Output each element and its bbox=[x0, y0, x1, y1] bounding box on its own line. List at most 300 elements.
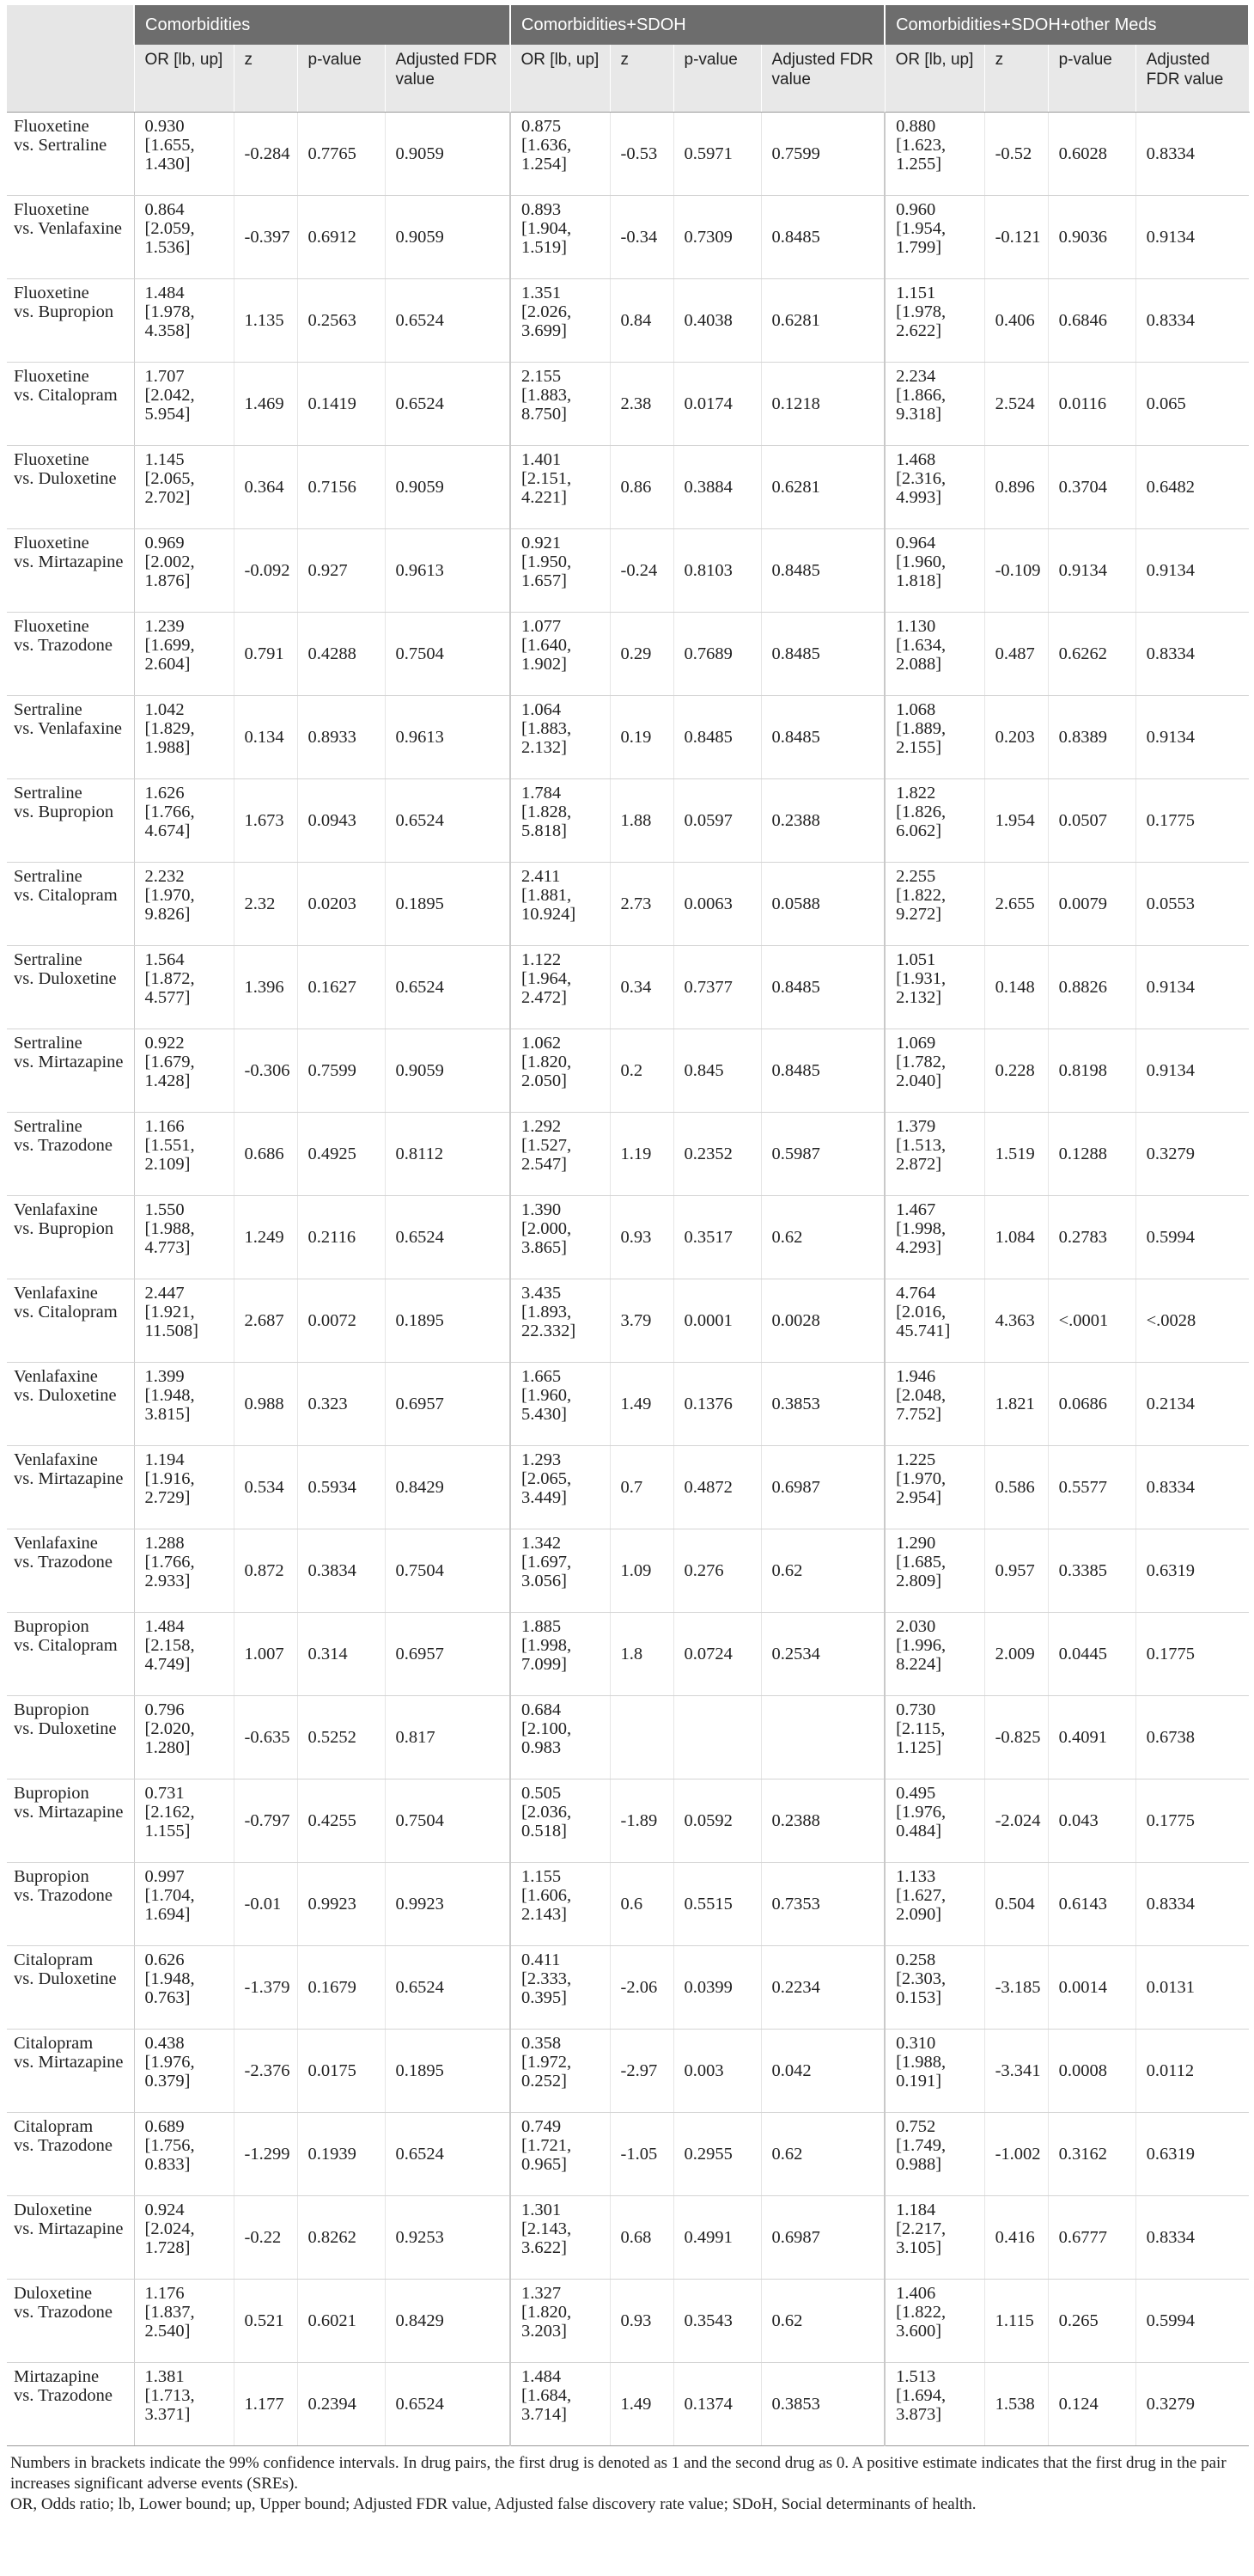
ci-lower-bound: [1.822, bbox=[896, 2303, 947, 2322]
drug-pair-cell bbox=[7, 1029, 134, 1113]
drug-pair-cell bbox=[7, 2030, 134, 2113]
z-value-cell: 0.686 bbox=[234, 1113, 297, 1196]
odds-ratio-cell bbox=[134, 696, 234, 779]
ci-upper-bound: 2.143] bbox=[521, 1905, 567, 1924]
drug-pair-second: vs. Bupropion bbox=[14, 803, 114, 821]
drug-pair-second: vs. Trazodone bbox=[14, 1553, 113, 1572]
fdr-value-cell: 0.6957 bbox=[385, 1613, 510, 1696]
ci-lower-bound: [1.948, bbox=[144, 1386, 195, 1405]
z-value-cell: 1.469 bbox=[234, 363, 297, 446]
ci-lower-bound: [2.020, bbox=[144, 1719, 195, 1738]
ci-lower-bound: [2.316, bbox=[896, 469, 947, 488]
group-header-row bbox=[7, 5, 1249, 45]
odds-ratio-value: 1.342 bbox=[521, 1534, 562, 1553]
odds-ratio-cell bbox=[885, 2363, 984, 2446]
ci-lower-bound: [1.872, bbox=[144, 969, 195, 988]
ci-lower-bound: [1.978, bbox=[144, 302, 195, 321]
odds-ratio-value: 2.411 bbox=[521, 867, 561, 886]
drug-pair-first: Sertraline bbox=[14, 784, 82, 803]
z-value-cell: 0.504 bbox=[984, 1863, 1048, 1946]
fdr-value-cell: 0.1775 bbox=[1135, 779, 1249, 863]
odds-ratio-value: 0.684 bbox=[521, 1700, 562, 1719]
drug-pair-second: vs. Trazodone bbox=[14, 1136, 113, 1155]
p-value-cell: <.0001 bbox=[1048, 1279, 1135, 1363]
ci-lower-bound: [2.016, bbox=[896, 1303, 947, 1322]
fdr-value-cell: 0.9134 bbox=[1135, 946, 1249, 1029]
drug-pair-cell bbox=[7, 779, 134, 863]
drug-pair-second: vs. Sertraline bbox=[14, 136, 107, 155]
ci-upper-bound: 1.280] bbox=[144, 1738, 191, 1757]
odds-ratio-value: 1.293 bbox=[521, 1450, 562, 1469]
odds-ratio-cell bbox=[510, 1363, 610, 1446]
ci-lower-bound: [2.303, bbox=[896, 1969, 947, 1988]
table-row bbox=[7, 1613, 1249, 1696]
z-value-cell bbox=[610, 1696, 673, 1779]
odds-ratio-value: 1.784 bbox=[521, 784, 562, 803]
z-value-cell: 2.524 bbox=[984, 363, 1048, 446]
ci-upper-bound: 0.153] bbox=[896, 1988, 942, 2007]
odds-ratio-value: 1.077 bbox=[521, 617, 562, 636]
ci-lower-bound: [1.782, bbox=[896, 1053, 947, 1071]
odds-ratio-value: 0.893 bbox=[521, 200, 562, 219]
z-value-cell: 0.487 bbox=[984, 613, 1048, 696]
fdr-value-cell: 0.817 bbox=[385, 1696, 510, 1779]
z-value-cell: 1.007 bbox=[234, 1613, 297, 1696]
z-value-cell: 1.538 bbox=[984, 2363, 1048, 2446]
table-row bbox=[7, 2030, 1249, 2113]
ci-lower-bound: [1.636, bbox=[521, 136, 572, 155]
z-value-cell: -0.109 bbox=[984, 529, 1048, 613]
p-value-cell: 0.6028 bbox=[1048, 113, 1135, 196]
odds-ratio-cell bbox=[885, 529, 984, 613]
drug-pair-second: vs. Mirtazapine bbox=[14, 2053, 124, 2072]
odds-ratio-cell bbox=[885, 1613, 984, 1696]
ci-lower-bound: [2.024, bbox=[144, 2219, 195, 2238]
fdr-value-cell: 0.7504 bbox=[385, 1529, 510, 1613]
odds-ratio-cell bbox=[510, 1196, 610, 1279]
odds-ratio-cell bbox=[134, 446, 234, 529]
odds-ratio-value: 1.946 bbox=[896, 1367, 936, 1386]
fdr-value-cell: <.0028 bbox=[1135, 1279, 1249, 1363]
p-value-cell: 0.4288 bbox=[297, 613, 385, 696]
fdr-value-cell: 0.8485 bbox=[761, 696, 885, 779]
table-header bbox=[7, 5, 1249, 113]
p-value-cell: 0.1376 bbox=[673, 1363, 761, 1446]
z-value-cell: 0.6 bbox=[610, 1863, 673, 1946]
col-header-z: z bbox=[610, 45, 673, 113]
table-row bbox=[7, 113, 1249, 196]
p-value-cell: 0.8933 bbox=[297, 696, 385, 779]
table-row bbox=[7, 1696, 1249, 1779]
drug-pair-cell bbox=[7, 279, 134, 363]
ci-upper-bound: 7.099] bbox=[521, 1655, 567, 1674]
z-value-cell: 1.519 bbox=[984, 1113, 1048, 1196]
p-value-cell: 0.0079 bbox=[1048, 863, 1135, 946]
drug-pair-first: Sertraline bbox=[14, 950, 82, 969]
odds-ratio-cell bbox=[510, 863, 610, 946]
ci-upper-bound: 2.472] bbox=[521, 988, 567, 1007]
odds-ratio-value: 1.133 bbox=[896, 1867, 936, 1886]
drug-pair-second: vs. Bupropion bbox=[14, 302, 114, 321]
odds-ratio-value: 1.122 bbox=[521, 950, 562, 969]
p-value-cell: 0.3517 bbox=[673, 1196, 761, 1279]
table-row bbox=[7, 1446, 1249, 1529]
odds-ratio-value: 0.411 bbox=[521, 1950, 561, 1969]
z-value-cell: 0.134 bbox=[234, 696, 297, 779]
z-value-cell: -0.34 bbox=[610, 196, 673, 279]
z-value-cell: 1.396 bbox=[234, 946, 297, 1029]
fdr-value-cell: 0.6524 bbox=[385, 2113, 510, 2196]
odds-ratio-value: 1.468 bbox=[896, 450, 936, 469]
odds-ratio-cell bbox=[885, 696, 984, 779]
fdr-value-cell: 0.8485 bbox=[761, 529, 885, 613]
ci-upper-bound: 6.062] bbox=[896, 821, 942, 840]
ci-lower-bound: [1.749, bbox=[896, 2136, 947, 2155]
ci-upper-bound: 3.815] bbox=[144, 1405, 191, 1424]
ci-lower-bound: [1.704, bbox=[144, 1886, 195, 1905]
ci-lower-bound: [2.158, bbox=[144, 1636, 195, 1655]
table-body bbox=[7, 113, 1249, 2446]
odds-ratio-cell bbox=[885, 2280, 984, 2363]
p-value-cell: 0.0203 bbox=[297, 863, 385, 946]
fdr-value-cell: 0.1218 bbox=[761, 363, 885, 446]
ci-lower-bound: [2.115, bbox=[896, 1719, 946, 1738]
odds-ratio-value: 1.155 bbox=[521, 1867, 562, 1886]
drug-pair-first: Venlafaxine bbox=[14, 1284, 98, 1303]
odds-ratio-cell bbox=[134, 779, 234, 863]
z-value-cell: 1.135 bbox=[234, 279, 297, 363]
ci-upper-bound: 2.702] bbox=[144, 488, 191, 507]
ci-lower-bound: [1.883, bbox=[521, 386, 572, 405]
ci-upper-bound: 0.518] bbox=[521, 1822, 567, 1840]
ci-lower-bound: [1.822, bbox=[896, 886, 947, 905]
drug-pair-second: vs. Duloxetine bbox=[14, 1719, 117, 1738]
z-value-cell: -2.376 bbox=[234, 2030, 297, 2113]
p-value-cell: 0.3385 bbox=[1048, 1529, 1135, 1613]
ci-upper-bound: 2.040] bbox=[896, 1071, 942, 1090]
z-value-cell: 0.86 bbox=[610, 446, 673, 529]
p-value-cell: 0.2955 bbox=[673, 2113, 761, 2196]
p-value-cell: 0.6262 bbox=[1048, 613, 1135, 696]
z-value-cell: 1.88 bbox=[610, 779, 673, 863]
table-footnotes bbox=[7, 2446, 1249, 2515]
fdr-value-cell: 0.3853 bbox=[761, 1363, 885, 1446]
fdr-value-cell: 0.6524 bbox=[385, 2363, 510, 2446]
z-value-cell: -2.06 bbox=[610, 1946, 673, 2030]
fdr-value-cell: 0.8334 bbox=[1135, 279, 1249, 363]
odds-ratio-value: 0.495 bbox=[896, 1784, 936, 1803]
drug-pair-second: vs. Citalopram bbox=[14, 1303, 118, 1322]
fdr-value-cell: 0.1775 bbox=[1135, 1779, 1249, 1863]
table-row bbox=[7, 363, 1249, 446]
z-value-cell: -0.53 bbox=[610, 113, 673, 196]
table-row bbox=[7, 529, 1249, 613]
odds-ratio-cell bbox=[510, 1529, 610, 1613]
odds-ratio-value: 0.864 bbox=[144, 200, 185, 219]
drug-pair-cell bbox=[7, 1363, 134, 1446]
odds-ratio-cell bbox=[885, 1196, 984, 1279]
fdr-value-cell: 0.9923 bbox=[385, 1863, 510, 1946]
ci-upper-bound: 5.430] bbox=[521, 1405, 567, 1424]
odds-ratio-value: 0.880 bbox=[896, 117, 936, 136]
fdr-value-cell: 0.62 bbox=[761, 1196, 885, 1279]
drug-pair-first: Bupropion bbox=[14, 1617, 89, 1636]
ci-upper-bound: 0.763] bbox=[144, 1988, 191, 2007]
drug-pair-cell bbox=[7, 2113, 134, 2196]
odds-ratio-cell bbox=[134, 1613, 234, 1696]
drug-pair-first: Venlafaxine bbox=[14, 1534, 98, 1553]
ci-upper-bound: 3.371] bbox=[144, 2405, 191, 2424]
odds-ratio-value: 1.665 bbox=[521, 1367, 562, 1386]
odds-ratio-value: 1.184 bbox=[896, 2201, 936, 2219]
ci-upper-bound: 8.750] bbox=[521, 405, 567, 424]
fdr-value-cell: 0.8334 bbox=[1135, 1863, 1249, 1946]
odds-ratio-value: 0.964 bbox=[896, 534, 936, 552]
ci-lower-bound: [1.694, bbox=[896, 2386, 947, 2405]
drug-pair-cell bbox=[7, 446, 134, 529]
drug-pair-second: vs. Venlafaxine bbox=[14, 719, 123, 738]
ci-lower-bound: [1.960, bbox=[896, 552, 947, 571]
drug-pair-second: vs. Trazodone bbox=[14, 2303, 113, 2322]
drug-pair-second: vs. Mirtazapine bbox=[14, 2219, 124, 2238]
ci-lower-bound: [2.000, bbox=[521, 1219, 572, 1238]
header-corner bbox=[7, 5, 134, 45]
p-value-cell: 0.4925 bbox=[297, 1113, 385, 1196]
p-value-cell: 0.927 bbox=[297, 529, 385, 613]
z-value-cell: 2.73 bbox=[610, 863, 673, 946]
odds-ratio-value: 1.467 bbox=[896, 1200, 936, 1219]
fdr-value-cell: 0.0131 bbox=[1135, 1946, 1249, 2030]
p-value-cell: 0.265 bbox=[1048, 2280, 1135, 2363]
odds-ratio-value: 0.875 bbox=[521, 117, 562, 136]
drug-pair-first: Fluoxetine bbox=[14, 367, 89, 386]
drug-pair-first: Citalopram bbox=[14, 2034, 94, 2053]
ci-upper-bound: 1.694] bbox=[144, 1905, 191, 1924]
fdr-value-cell: 0.065 bbox=[1135, 363, 1249, 446]
ci-upper-bound: 2.809] bbox=[896, 1572, 942, 1590]
odds-ratio-cell bbox=[885, 613, 984, 696]
footnote-abbreviations: OR, Odds ratio; lb, Lower bound; up, Upper bound; Adjusted FDR value, Adjusted false discovery rate value; SDoH, Social determinants of health. bbox=[10, 2495, 977, 2513]
ci-lower-bound: [1.931, bbox=[896, 969, 947, 988]
ci-upper-bound: 2.622] bbox=[896, 321, 942, 340]
z-value-cell: 1.673 bbox=[234, 779, 297, 863]
p-value-cell: 0.8389 bbox=[1048, 696, 1135, 779]
odds-ratio-cell bbox=[510, 1946, 610, 2030]
drug-pair-second: vs. Mirtazapine bbox=[14, 1469, 124, 1488]
odds-ratio-value: 1.381 bbox=[144, 2367, 185, 2386]
fdr-value-cell: 0.6281 bbox=[761, 446, 885, 529]
drug-pair-cell bbox=[7, 2363, 134, 2446]
odds-ratio-value: 1.145 bbox=[144, 450, 185, 469]
drug-pair-cell bbox=[7, 613, 134, 696]
ci-upper-bound: 11.508] bbox=[144, 1322, 198, 1340]
fdr-value-cell: 0.7599 bbox=[761, 113, 885, 196]
odds-ratio-cell bbox=[134, 2280, 234, 2363]
table-row bbox=[7, 696, 1249, 779]
odds-ratio-cell bbox=[510, 696, 610, 779]
fdr-value-cell: 0.6738 bbox=[1135, 1696, 1249, 1779]
z-value-cell: -3.341 bbox=[984, 2030, 1048, 2113]
odds-ratio-cell bbox=[510, 113, 610, 196]
z-value-cell: -1.299 bbox=[234, 2113, 297, 2196]
ci-lower-bound: [2.048, bbox=[896, 1386, 947, 1405]
group-header-sdoh: Comorbidities+SDOH bbox=[510, 5, 885, 45]
z-value-cell: 2.687 bbox=[234, 1279, 297, 1363]
ci-upper-bound: 2.540] bbox=[144, 2322, 191, 2341]
ci-upper-bound: 9.826] bbox=[144, 905, 191, 924]
col-header-p: p-value bbox=[1048, 45, 1135, 113]
z-value-cell: -0.635 bbox=[234, 1696, 297, 1779]
footnote-ci: Numbers in brackets indicate the 99% confidence intervals. In drug pairs, the first drug is denoted as 1 and the second drug as 0. A positive estimate indicates that the first drug in the pair increases significant adverse events (SREs). bbox=[10, 2454, 1227, 2493]
ci-lower-bound: [1.988, bbox=[144, 1219, 195, 1238]
table-row bbox=[7, 2363, 1249, 2446]
p-value-cell: 0.845 bbox=[673, 1029, 761, 1113]
drug-pair-first: Duloxetine bbox=[14, 2201, 93, 2219]
drug-pair-second: vs. Citalopram bbox=[14, 1636, 118, 1655]
z-value-cell: 0.521 bbox=[234, 2280, 297, 2363]
fdr-value-cell: 0.62 bbox=[761, 2280, 885, 2363]
z-value-cell: -3.185 bbox=[984, 1946, 1048, 2030]
p-value-cell: 0.6912 bbox=[297, 196, 385, 279]
drug-pair-cell bbox=[7, 2196, 134, 2280]
fdr-value-cell: 0.1895 bbox=[385, 1279, 510, 1363]
ci-upper-bound: 1.428] bbox=[144, 1071, 191, 1090]
ci-lower-bound: [2.026, bbox=[521, 302, 572, 321]
odds-ratio-cell bbox=[885, 1863, 984, 1946]
odds-ratio-value: 2.232 bbox=[144, 867, 185, 886]
fdr-value-cell: 0.5987 bbox=[761, 1113, 885, 1196]
drug-pair-cell bbox=[7, 1446, 134, 1529]
ci-upper-bound: 2.872] bbox=[896, 1155, 942, 1174]
ci-lower-bound: [1.623, bbox=[896, 136, 947, 155]
ci-lower-bound: [1.634, bbox=[896, 636, 947, 655]
fdr-value-cell: 0.8334 bbox=[1135, 1446, 1249, 1529]
ci-lower-bound: [1.820, bbox=[521, 1053, 572, 1071]
fdr-value-cell: 0.62 bbox=[761, 2113, 885, 2196]
odds-ratio-cell bbox=[885, 1363, 984, 1446]
fdr-value-cell: 0.3853 bbox=[761, 2363, 885, 2446]
p-value-cell: 0.4038 bbox=[673, 279, 761, 363]
ci-lower-bound: [1.976, bbox=[144, 2053, 195, 2072]
group-header-other-meds: Comorbidities+SDOH+other Meds bbox=[885, 5, 1249, 45]
odds-ratio-value: 1.288 bbox=[144, 1534, 185, 1553]
odds-ratio-cell bbox=[134, 2196, 234, 2280]
fdr-value-cell: 0.6482 bbox=[1135, 446, 1249, 529]
fdr-value-cell: 0.7353 bbox=[761, 1863, 885, 1946]
ci-upper-bound: 0.252] bbox=[521, 2072, 567, 2091]
z-value-cell: 0.791 bbox=[234, 613, 297, 696]
z-value-cell: 0.93 bbox=[610, 2280, 673, 2363]
drug-pair-first: Citalopram bbox=[14, 2117, 94, 2136]
table-row bbox=[7, 1946, 1249, 2030]
ci-upper-bound: 2.132] bbox=[896, 988, 942, 1007]
results-table-figure bbox=[7, 5, 1249, 2515]
ci-lower-bound: [1.948, bbox=[144, 1969, 195, 1988]
fdr-value-cell: 0.8485 bbox=[761, 946, 885, 1029]
odds-ratio-value: 1.069 bbox=[896, 1034, 936, 1053]
ci-lower-bound: [1.837, bbox=[144, 2303, 195, 2322]
col-header-or: OR [lb, up] bbox=[885, 45, 984, 113]
z-value-cell: -0.797 bbox=[234, 1779, 297, 1863]
z-value-cell: -1.05 bbox=[610, 2113, 673, 2196]
z-value-cell: 1.09 bbox=[610, 1529, 673, 1613]
fdr-value-cell: 0.2388 bbox=[761, 1779, 885, 1863]
ci-lower-bound: [1.640, bbox=[521, 636, 572, 655]
odds-ratio-value: 0.752 bbox=[896, 2117, 936, 2136]
z-value-cell: 1.49 bbox=[610, 1363, 673, 1446]
odds-ratio-cell bbox=[134, 2363, 234, 2446]
z-value-cell: -0.825 bbox=[984, 1696, 1048, 1779]
col-header-p: p-value bbox=[673, 45, 761, 113]
p-value-cell: 0.0001 bbox=[673, 1279, 761, 1363]
odds-ratio-value: 2.255 bbox=[896, 867, 936, 886]
odds-ratio-cell bbox=[885, 1529, 984, 1613]
p-value-cell: 0.4091 bbox=[1048, 1696, 1135, 1779]
odds-ratio-cell bbox=[510, 1696, 610, 1779]
fdr-value-cell: 0.8429 bbox=[385, 2280, 510, 2363]
fdr-value-cell: 0.1775 bbox=[1135, 1613, 1249, 1696]
ci-lower-bound: [1.551, bbox=[144, 1136, 195, 1155]
z-value-cell: 2.009 bbox=[984, 1613, 1048, 1696]
drug-pair-first: Fluoxetine bbox=[14, 117, 89, 136]
z-value-cell: 0.872 bbox=[234, 1529, 297, 1613]
odds-ratio-cell bbox=[510, 2363, 610, 2446]
fdr-value-cell bbox=[761, 1696, 885, 1779]
odds-ratio-cell bbox=[510, 529, 610, 613]
odds-ratio-value: 1.550 bbox=[144, 1200, 185, 1219]
p-value-cell: 0.124 bbox=[1048, 2363, 1135, 2446]
ci-lower-bound: [1.679, bbox=[144, 1053, 195, 1071]
p-value-cell: 0.276 bbox=[673, 1529, 761, 1613]
p-value-cell: 0.8198 bbox=[1048, 1029, 1135, 1113]
ci-lower-bound: [1.685, bbox=[896, 1553, 947, 1572]
fdr-value-cell: 0.8112 bbox=[385, 1113, 510, 1196]
ci-lower-bound: [2.217, bbox=[896, 2219, 947, 2238]
p-value-cell: 0.7156 bbox=[297, 446, 385, 529]
drug-pair-second: vs. Venlafaxine bbox=[14, 219, 123, 238]
odds-ratio-cell bbox=[885, 2196, 984, 2280]
odds-ratio-cell bbox=[134, 1696, 234, 1779]
odds-ratio-value: 1.885 bbox=[521, 1617, 562, 1636]
fdr-value-cell: 0.6524 bbox=[385, 363, 510, 446]
ci-upper-bound: 45.741] bbox=[896, 1322, 951, 1340]
odds-ratio-cell bbox=[134, 613, 234, 696]
odds-ratio-value: 1.239 bbox=[144, 617, 185, 636]
drug-pair-first: Sertraline bbox=[14, 1117, 82, 1136]
fdr-value-cell: 0.0588 bbox=[761, 863, 885, 946]
odds-ratio-cell bbox=[510, 1113, 610, 1196]
fdr-value-cell: 0.8429 bbox=[385, 1446, 510, 1529]
col-header-z: z bbox=[984, 45, 1048, 113]
p-value-cell: 0.0063 bbox=[673, 863, 761, 946]
p-value-cell: 0.0116 bbox=[1048, 363, 1135, 446]
drug-pair-cell bbox=[7, 196, 134, 279]
fdr-value-cell: 0.9613 bbox=[385, 696, 510, 779]
fdr-value-cell: 0.6524 bbox=[385, 1946, 510, 2030]
ci-lower-bound: [1.988, bbox=[896, 2053, 947, 2072]
ci-upper-bound: 1.519] bbox=[521, 238, 567, 257]
table-row bbox=[7, 863, 1249, 946]
fdr-value-cell: 0.6319 bbox=[1135, 2113, 1249, 2196]
fdr-value-cell: 0.3279 bbox=[1135, 2363, 1249, 2446]
ci-lower-bound: [2.059, bbox=[144, 219, 195, 238]
table-row bbox=[7, 1363, 1249, 1446]
odds-ratio-cell bbox=[134, 1029, 234, 1113]
drug-pair-second: vs. Trazodone bbox=[14, 2386, 113, 2405]
odds-ratio-value: 1.166 bbox=[144, 1117, 185, 1136]
z-value-cell: -0.24 bbox=[610, 529, 673, 613]
p-value-cell: 0.1679 bbox=[297, 1946, 385, 2030]
